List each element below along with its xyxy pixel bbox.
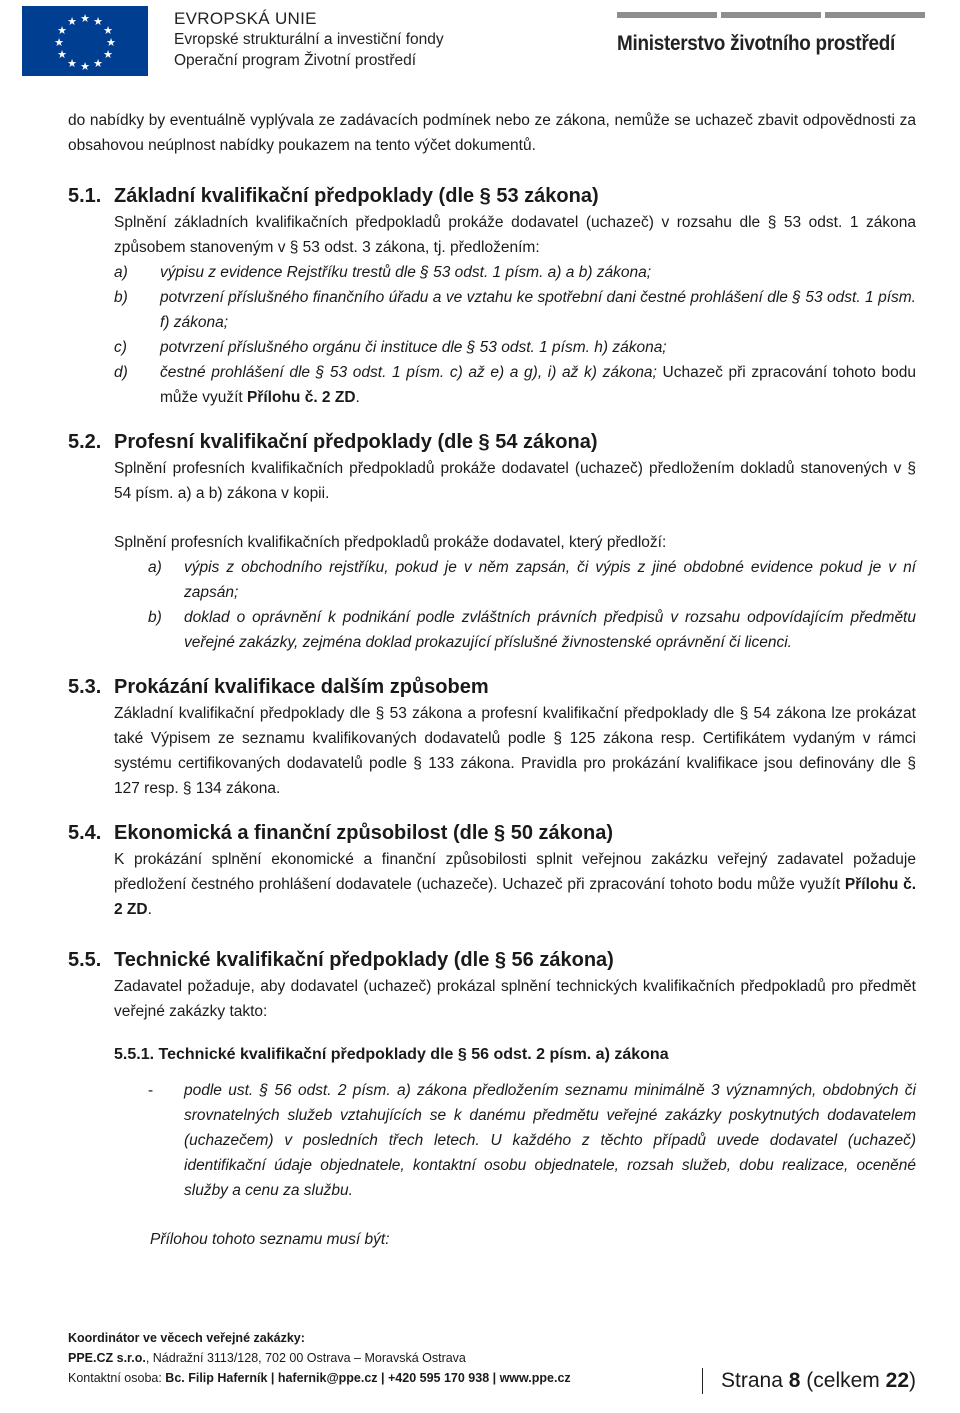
section-5-4-text: K prokázání splnění ekonomické a finanční způsobilosti splnit veřejnou zakázku veřejný zadavatel požaduje předložení čestného prohlášení dodavatele (uchazeče). Uchazeč při zpracování tohoto bodu může využít Přílohu č. 2 ZD. xyxy=(114,851,916,918)
svg-text:★: ★ xyxy=(57,48,67,61)
section-5-2-text-2: Splnění profesních kvalifikačních předpokladů prokáže dodavatel, který předloží: xyxy=(114,534,667,551)
section-title: Prokázání kvalifikace dalším způsobem xyxy=(114,676,489,698)
document-body xyxy=(68,108,916,1252)
section-title: Technické kvalifikační předpoklady (dle § 56 zákona) xyxy=(114,949,614,971)
page-header xyxy=(0,0,960,80)
eu-stars-icon xyxy=(22,6,148,76)
attachment-note: Přílohou tohoto seznamu musí být: xyxy=(150,1231,390,1248)
subsection-5-5-1-heading: 5.5.1. Technické kvalifikační předpoklady dle § 56 odst. 2 písm. a) zákona xyxy=(114,1046,669,1063)
list-item: - podle ust. § 56 odst. 2 písm. a) zákona předložením seznamu minimálně 3 významných, obdobných či srovnatelných služeb vztahujících se k danému předmětu veřejné zakázky poskytnutých dodavatelem (uchazečem) v posledních třech letech. U každého z těchto případů uvede dodavatel (uchazeč) identifikační údaje objednatele, kontaktní osobu objednatele, rozsah služeb, dobu realizace, oceněné služby a cenu za službu. xyxy=(148,1082,916,1199)
page-number: Strana 8 (celkem 22) xyxy=(702,1368,916,1394)
section-title: Základní kvalifikační předpoklady (dle § 53 zákona) xyxy=(114,185,599,207)
svg-text:★: ★ xyxy=(106,36,116,49)
svg-text:★: ★ xyxy=(93,57,103,70)
logo-bar xyxy=(721,12,821,18)
svg-text:★: ★ xyxy=(57,24,67,37)
section-number: 5.5. xyxy=(68,949,102,971)
list-item: b) doklad o oprávnění k podnikání podle zvláštních právních předpisů v rozsahu odpovídajícím předmětu veřejné zakázky, zejména doklad prokazující příslušné živnostenské oprávnění či licenci. xyxy=(148,609,916,651)
section-number: 5.4. xyxy=(68,822,102,844)
technical-qualification-list xyxy=(148,1078,916,1203)
svg-text:★: ★ xyxy=(54,36,64,49)
svg-text:★: ★ xyxy=(93,15,103,28)
intro-paragraph: do nabídky by eventuálně vyplývala ze zadávacích podmínek nebo ze zákona, nemůže se uchazeč zbavit odpovědnosti za obsahovou neúplnost nabídky poukazem na tento výčet dokumentů. xyxy=(68,112,916,154)
eu-line-2: Evropské strukturální a investiční fondy xyxy=(174,31,444,48)
section-5-2-text-1: Splnění profesních kvalifikačních předpokladů prokáže dodavatel (uchazeč) předložením dokladů stanovených v § 54 písm. a) a b) zákona v kopii. xyxy=(114,460,916,502)
eu-programme-text xyxy=(174,8,444,71)
section-5-3-text: Základní kvalifikační předpoklady dle § 53 zákona a profesní kvalifikační předpoklady dle § 54 zákona lze prokázat také Výpisem ze seznamu kvalifikovaných dodavatelů podle § 125 zákona resp. Certifikátem vydaným v rámci systému certifikovaných dodavatelů podle § 133 zákona. Pravidla pro prokázání kvalifikace jsou definovány dle § 127 resp. § 134 zákona. xyxy=(114,705,916,797)
page-footer xyxy=(68,1328,916,1392)
section-5-2-heading xyxy=(68,428,916,456)
section-5-5-text: Zadavatel požaduje, aby dodavatel (uchazeč) prokázal splnění technických kvalifikačních předpokladů pro předmět veřejné zakázky takto: xyxy=(114,978,916,1020)
section-5-1-text: Splnění základních kvalifikačních předpokladů prokáže dodavatel (uchazeč) v rozsahu dle § 53 odst. 1 zákona způsobem stanoveným v § 53 odst. 3 zákona, tj. předložením: xyxy=(114,214,916,256)
list-item: a) výpis z obchodního rejstříku, pokud je v něm zapsán, či výpis z jiné obdobné evidence pokud je v ní zapsán; xyxy=(148,559,916,601)
svg-text:★: ★ xyxy=(103,48,113,61)
list-item: d) čestné prohlášení dle § 53 odst. 1 písm. c) až e) a g), i) až k) zákona; Uchazeč při zpracování tohoto bodu může využít Přílohu č. 2 ZD. xyxy=(114,364,916,406)
eu-line-3: Operační program Životní prostředí xyxy=(174,52,417,69)
section-5-1-heading xyxy=(68,182,916,210)
section-number: 5.3. xyxy=(68,676,102,698)
ministry-logo-bars xyxy=(617,12,935,20)
footer-coordinator: Koordinátor ve věcech veřejné zakázky: xyxy=(68,1331,305,1345)
footer-company: PPE.CZ s.r.o., Nádražní 3113/128, 702 00 Ostrava – Moravská Ostrava xyxy=(68,1351,466,1365)
footer-contact: Kontaktní osoba: Bc. Filip Haferník | hafernik@ppe.cz | +420 595 170 938 | www.ppe.cz xyxy=(68,1371,571,1385)
list-item: c) potvrzení příslušného orgánu či instituce dle § 53 odst. 1 písm. h) zákona; xyxy=(114,339,667,356)
ministry-name: Ministerstvo životního prostředí xyxy=(617,32,896,55)
logo-bar xyxy=(617,12,717,18)
list-item: a) výpisu z evidence Rejstříku trestů dle § 53 odst. 1 písm. a) a b) zákona; xyxy=(114,264,652,281)
eu-flag-logo xyxy=(22,6,148,76)
logo-bar xyxy=(825,12,925,18)
section-5-4-heading xyxy=(68,819,916,847)
svg-text:★: ★ xyxy=(80,60,90,73)
svg-text:★: ★ xyxy=(67,57,77,70)
svg-text:★: ★ xyxy=(103,24,113,37)
section-title: Ekonomická a finanční způsobilost (dle § 50 zákona) xyxy=(114,822,614,844)
svg-text:★: ★ xyxy=(67,15,77,28)
section-5-5-heading xyxy=(68,946,916,974)
svg-text:★: ★ xyxy=(80,12,90,25)
basic-qualification-list xyxy=(114,260,916,410)
section-5-3-heading xyxy=(68,673,916,701)
section-number: 5.2. xyxy=(68,431,102,453)
professional-qualification-list xyxy=(148,555,916,655)
eu-line-1: EVROPSKÁ UNIE xyxy=(174,9,317,28)
section-number: 5.1. xyxy=(68,185,102,207)
list-item: b) potvrzení příslušného finančního úřadu a ve vztahu ke spotřební dani čestné prohlášení dle § 53 odst. 1 písm. f) zákona; xyxy=(114,289,916,331)
section-title: Profesní kvalifikační předpoklady (dle § 54 zákona) xyxy=(114,431,598,453)
